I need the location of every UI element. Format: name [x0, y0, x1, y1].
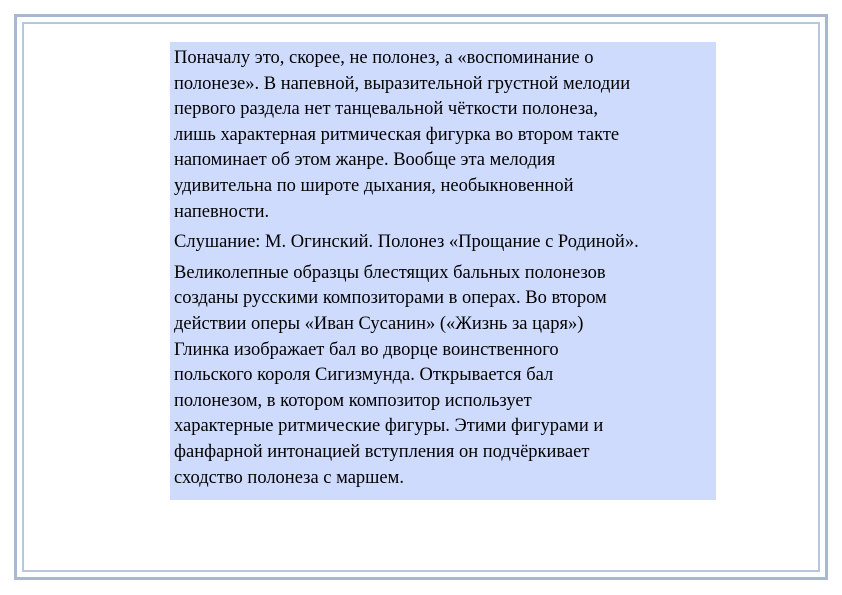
- text-line: полонезе». В напевной, выразительной грустной мелодии: [174, 73, 631, 94]
- paragraph-glinka: [174, 261, 710, 491]
- text-line: действии оперы «Иван Сусанин» («Жизнь за царя»): [174, 313, 584, 334]
- text-line: Слушание: М. Огинский. Полонез «Прощание с Родиной».: [174, 232, 639, 253]
- text-line: польского короля Сигизмунда. Открывается бал: [174, 365, 554, 386]
- text-line: лишь характерная ритмическая фигурка во втором такте: [174, 124, 620, 145]
- text-line: фанфарной интонацией вступления он подчёркивает: [174, 441, 590, 462]
- text-line: первого раздела нет танцевальной чёткости полонеза,: [174, 99, 598, 120]
- text-line: созданы русскими композиторами в операх. Во втором: [174, 288, 607, 309]
- text-line: полонезом, в котором композитор использует: [174, 390, 532, 411]
- text-line: удивительна по широте дыхания, необыкновенной: [174, 175, 574, 196]
- text-line: напоминает об этом жанре. Вообще эта мелодия: [174, 150, 556, 171]
- text-line: Глинка изображает бал во дворце воинственного: [174, 339, 559, 360]
- text-line: напевности.: [174, 201, 270, 222]
- paragraph-listening: [174, 230, 710, 256]
- paragraph-intro: [174, 46, 710, 225]
- text-line: Поначалу это, скорее, не полонез, а «воспоминание о: [174, 48, 594, 68]
- text-line: Великолепные образцы блестящих бальных полонезов: [174, 262, 606, 283]
- text-box: [170, 42, 716, 500]
- text-line: характерные ритмические фигуры. Этими фигурами и: [174, 416, 604, 437]
- text-line: сходство полонеза с маршем.: [174, 467, 404, 488]
